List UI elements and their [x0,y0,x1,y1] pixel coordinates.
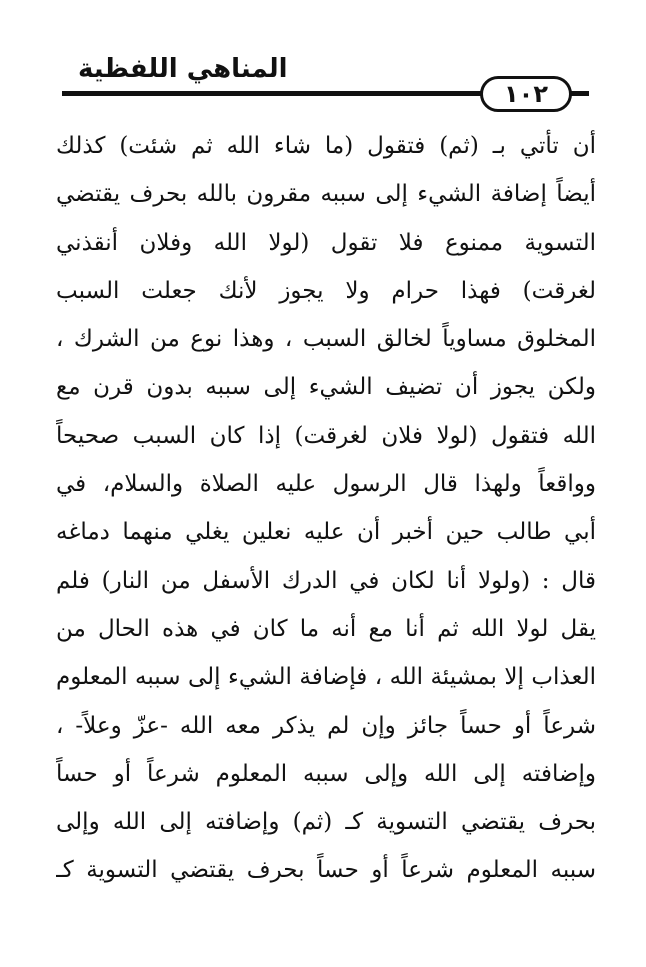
body-text [56,122,596,895]
text-line: شرعاً أو حساً جائز وإن لم يذكر معه الله -عزّ وعلاً- ، [56,712,596,739]
text-line: أن تأتي بـ (ثم) فتقول (ما شاء الله ثم شئت) كذلك [56,133,596,159]
text-line: سببه المعلوم شرعاً أو حساً بحرف يقتضي التسوية كـ [56,857,596,884]
text-line: أيضاً إضافة الشيء إلى سببه مقرون بالله بحرف يقتضي [56,181,596,208]
text-line: قال : (ولولا أنا لكان في الدرك الأسفل من النار) فلم [56,567,596,594]
text-line: لغرقت) فهذا حرام ولا يجوز لأنك جعلت السبب [56,277,596,304]
text-line: وواقعاً ولهذا قال الرسول عليه الصلاة والسلام، في [56,471,596,498]
text-line: العذاب إلا بمشيئة الله ، فإضافة الشيء إلى سببه المعلوم [56,664,596,691]
page-number: ١٠٢ [480,76,572,112]
running-header-title: المناهي اللفظية [78,54,288,84]
text-line: يقل لولا الله ثم أنا مع أنه ما كان في هذه الحال من [56,615,596,642]
text-line: وإضافته إلى الله وإلى سببه المعلوم شرعاً أو حساً [56,760,596,787]
text-line: أبي طالب حين أخبر أن عليه نعلين يغلي منهما دماغه [56,519,596,546]
text-line: ولكن يجوز أن تضيف الشيء إلى سببه بدون قرن مع [56,374,596,401]
text-line: بحرف يقتضي التسوية كـ (ثم) وإضافته إلى الله وإلى [56,809,596,836]
text-line: الله فتقول (لولا فلان لغرقت) إذا كان السبب صحيحاً [56,422,596,449]
text-line: التسوية ممنوع فلا تقول (لولا الله وفلان أنقذني [56,229,596,256]
text-line: المخلوق مساوياً لخالق السبب ، وهذا نوع من الشرك ، [56,326,596,353]
